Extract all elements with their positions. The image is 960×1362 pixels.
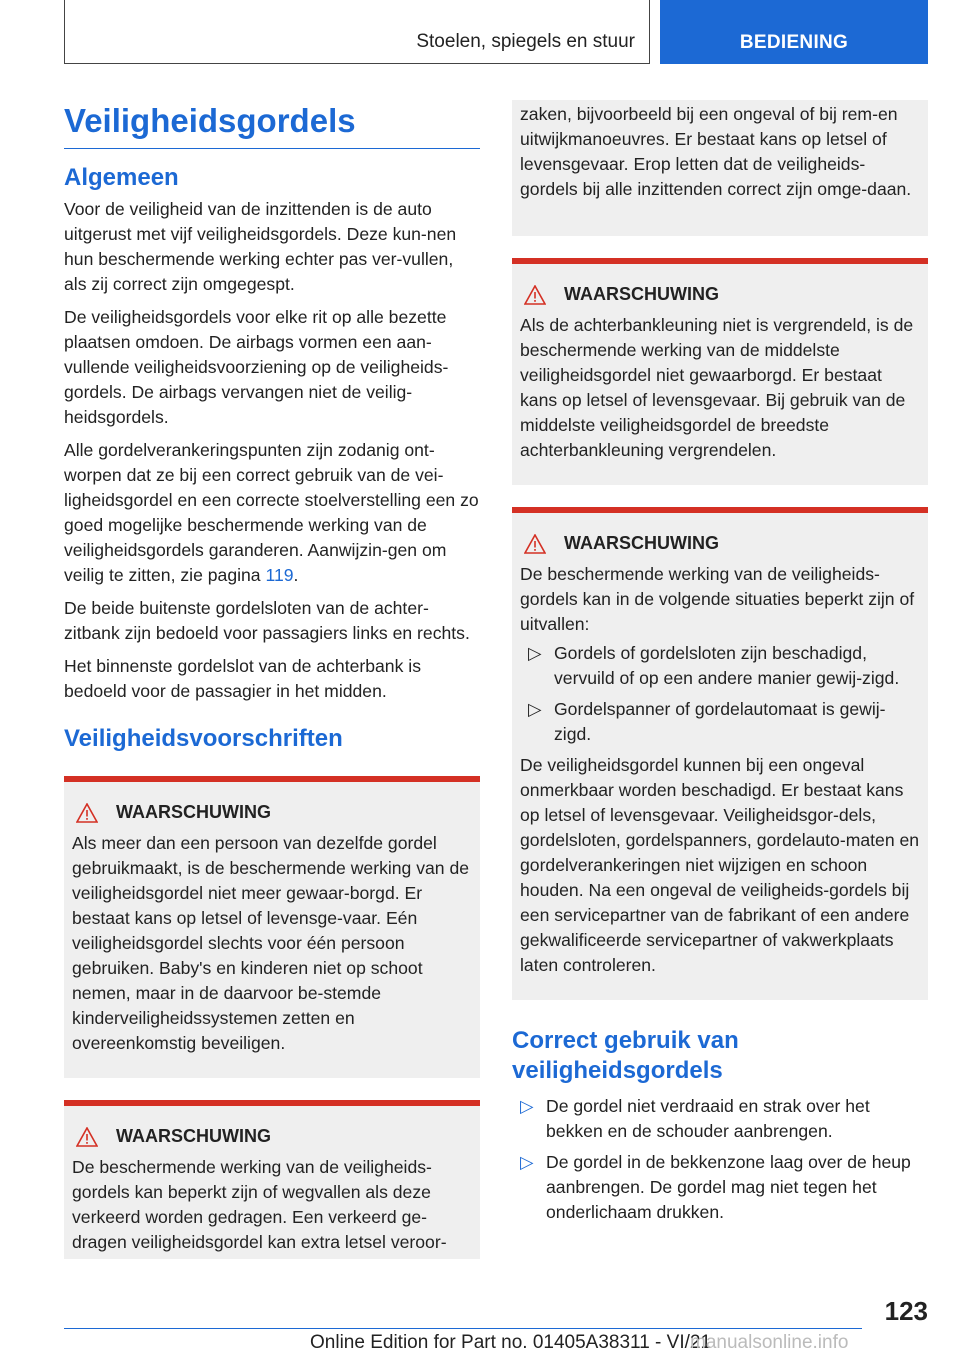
list-item bbox=[520, 641, 920, 691]
warning-title: WAARSCHUWING bbox=[116, 1126, 271, 1146]
section-title: Stoelen, spiegels en stuur bbox=[416, 31, 635, 52]
list-item-text: De gordel niet verdraaid en strak over het bekken en de schouder aanbrengen. bbox=[546, 1096, 870, 1141]
footer-watermark: manualsonline.info bbox=[690, 1332, 849, 1353]
paragraph-end: . bbox=[293, 565, 299, 585]
page-link[interactable]: 119 bbox=[265, 565, 294, 585]
heading-veiligheidsvoorschriften: Veiligheidsvoorschriften bbox=[64, 725, 343, 752]
paragraph: De beide buitenste gordelsloten van de achter-zitbank zijn bedoeld voor passagiers links en rechts. bbox=[64, 598, 470, 643]
warning-triangle-icon bbox=[76, 803, 98, 823]
instruction-list bbox=[512, 1094, 928, 1225]
warning-text: De beschermende werking van de veiligheids-gordels kan in de volgende situaties beperkt zijn of uitvallen: bbox=[520, 564, 915, 634]
chapter-title: BEDIENING bbox=[739, 32, 849, 53]
chapter-tab bbox=[660, 0, 928, 64]
warning-text: Als meer dan een persoon van dezelfde gordel gebruikmaakt, is de beschermende werking van de veiligheidsgordel niet meer gewaar-borgd. Er bestaat kans op letsel of levensge-vaar. Eén veiligheidsgordel slechts voor één persoon gebruiken. Baby's en kinderen niet op schoot nemen, maar in de daarvoor be-stemde kinderveiligheidssystemen zetten en overeenkomstig beveiligen. bbox=[72, 833, 470, 1053]
heading-correct-gebruik: Correct gebruik van veiligheidsgordels bbox=[512, 1027, 739, 1084]
warning-title: WAARSCHUWING bbox=[564, 533, 719, 553]
warning-text: De beschermende werking van de veiligheids-gordels kan beperkt zijn of wegvallen als deze verkeerd worden gedragen. Een verkeerd ge-dragen veiligheidsgordel kan extra letsel veroor- bbox=[72, 1157, 447, 1252]
page-number: 123 bbox=[884, 1296, 928, 1326]
paragraph-text: Alle gordelverankeringspunten zijn zodanig ont-worpen dat ze bij een correct gebruik van de vei-ligheidsgordel en een correcte stoelverstelling een zo goed mogelijke beschermende werking van de veiligheidsgordels garanderen. Aanwijzin-gen om veilig te zitten, zie pagina bbox=[64, 440, 479, 585]
left-column bbox=[64, 100, 480, 1259]
paragraph: De veiligheidsgordels voor elke rit op alle bezette plaatsen omdoen. De airbags vormen een aan-vullende veiligheidsvoorziening op de veiligheids-gordels. De airbags vervangen niet de veilig-heidsgordels. bbox=[64, 307, 449, 427]
warning-title: WAARSCHUWING bbox=[564, 284, 719, 304]
triangle-bullet-icon: ▷ bbox=[528, 643, 542, 663]
list-item bbox=[512, 1094, 928, 1144]
footer-divider bbox=[64, 1328, 862, 1329]
warning-list bbox=[520, 641, 920, 747]
list-item bbox=[520, 697, 920, 747]
section-tab bbox=[64, 0, 650, 64]
triangle-bullet-icon: ▷ bbox=[528, 699, 542, 719]
warning-header bbox=[520, 282, 920, 307]
warning-triangle-icon bbox=[524, 534, 546, 554]
warning-header bbox=[72, 800, 472, 825]
heading-algemeen: Algemeen bbox=[64, 164, 179, 191]
list-item-text: Gordels of gordelsloten zijn beschadigd, vervuild of op een andere manier gewij-zigd. bbox=[554, 643, 900, 688]
warning-header bbox=[72, 1124, 472, 1149]
warning-box-continued bbox=[512, 100, 928, 236]
list-item-text: De gordel in de bekkenzone laag over de heup aanbrengen. De gordel mag niet tegen het onderlichaam drukken. bbox=[546, 1152, 911, 1222]
warning-triangle-icon bbox=[76, 1127, 98, 1147]
warning-text: Als de achterbankleuning niet is vergrendeld, is de beschermende werking van de middelste veiligheidsgordel niet gewaarborgd. Er bestaat kans op letsel of levensgevaar. Bij gebruik van de middelste veiligheidsgordel de breedste achterbankleuning vergrendelen. bbox=[520, 315, 914, 460]
warning-triangle-icon bbox=[524, 285, 546, 305]
warning-box bbox=[64, 1100, 480, 1259]
page-title: Veiligheidsgordels bbox=[64, 100, 480, 149]
triangle-bullet-icon: ▷ bbox=[520, 1152, 534, 1172]
triangle-bullet-icon: ▷ bbox=[520, 1096, 534, 1116]
warning-header bbox=[520, 531, 920, 556]
paragraph: Het binnenste gordelslot van de achterbank is bedoeld voor de passagier in het midden. bbox=[64, 656, 421, 701]
warning-box bbox=[512, 507, 928, 1000]
paragraph bbox=[64, 438, 480, 588]
right-column bbox=[512, 100, 928, 1231]
warning-box bbox=[64, 776, 480, 1078]
warning-text: zaken, bijvoorbeeld bij een ongeval of bij rem-en uitwijkmanoeuvres. Er bestaat kans op letsel of levensgevaar. Erop letten dat de veiligheids-gordels bij alle inzittenden correct zijn omge-daan. bbox=[520, 104, 912, 199]
warning-box bbox=[512, 258, 928, 485]
list-item-text: Gordelspanner of gordelautomaat is gewij-zigd. bbox=[554, 699, 886, 744]
list-item bbox=[512, 1150, 928, 1225]
paragraph: Voor de veiligheid van de inzittenden is de auto uitgerust met vijf veiligheidsgordels. Deze kun-nen hun beschermende werking echter pas ver-vullen, als zij correct zijn omgegespt. bbox=[64, 199, 457, 294]
page-header bbox=[64, 0, 928, 64]
warning-title: WAARSCHUWING bbox=[116, 802, 271, 822]
footer-edition: Online Edition for Part no. 01405A38311 - VI/21 bbox=[310, 1332, 712, 1353]
warning-text: De veiligheidsgordel kunnen bij een ongeval onmerkbaar worden beschadigd. Er bestaat kans op letsel of levensgevaar. Veiligheidsgor-dels, gordelsloten, gordelspanners, gordelauto-maten en gordelverankeringen niet wijzigen en schoon houden. Na een ongeval de veiligheids-gordels bij een servicepartner van de fabrikant of een andere gekwalificeerde servicepartner of vakwerkplaats laten controleren. bbox=[520, 755, 920, 975]
